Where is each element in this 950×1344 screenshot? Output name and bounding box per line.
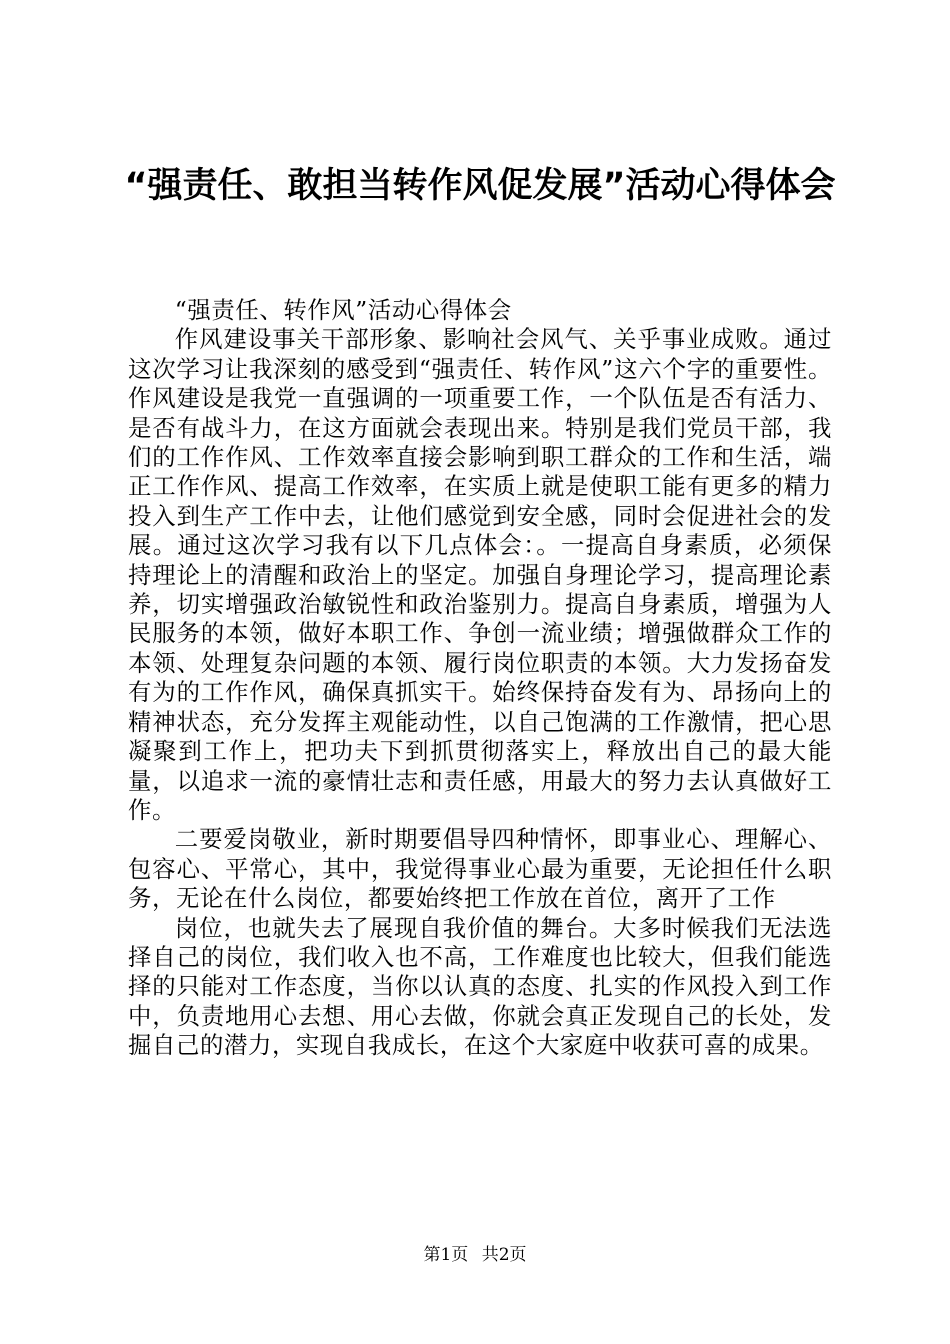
body-paragraph-3: 岗位，也就失去了展现自我价值的舞台。大多时候我们无法选择自己的岗位，我们收入也不高，工作难度也比较大，但我们能选择的只能对工作态度，当你以认真的态度、扎实的作风投入到工作中，负责地用心去想、用心去做，你就会真正发现自己的长处，发掘自己的潜力，实现自我成长，在这个大家庭中收获可喜的成果。 — [128, 913, 832, 1060]
subtitle-paragraph: “强责任、转作风”活动心得体会 — [174, 296, 512, 324]
body-paragraph-1: 作风建设事关干部形象、影响社会风气、关乎事业成败。通过这次学习让我深刻的感受到“强责任、转作风”这六个字的重要性。作风建设是我党一直强调的一项重要工作，一个队伍是否有活力、是否有战斗力，在这方面就会表现出来。特别是我们党员干部，我们的工作作风、工作效率直接会影响到职工群众的工作和生活，端正工作作风、提高工作效率，在实质上就是使职工能有更多的精力投入到生产工作中去，让他们感觉到安全感，同时会促进社会的发展。通过这次学习我有以下几点体会：。一提高自身素质，必须保持理论上的清醒和政治上的坚定。加强自身理论学习，提高理论素养，切实增强政治敏锐性和政治鉴别力。提高自身素质，增强为人民服务的本领，做好本职工作、争创一流业绩；增强做群众工作的本领、处理复杂问题的本领、履行岗位职责的本领。大力发扬奋发有为的工作作风，确保真抓实干。始终保持奋发有为、昂扬向上的精神状态，充分发挥主观能动性，以自己饱满的工作激情，把心思凝聚到工作上，把功夫下到抓贯彻落实上，释放出自己的最大能量，以追求一流的豪情壮志和责任感，用最大的努力去认真做好工作。 — [128, 325, 832, 824]
page-number: 第1页 — [423, 1245, 469, 1265]
page-footer — [0, 1244, 950, 1266]
page-total: 共2页 — [481, 1245, 527, 1265]
body-paragraph-2: 二要爱岗敬业，新时期要倡导四种情怀，即事业心、理解心、包容心、平常心，其中，我觉得事业心最为重要，无论担任什么职务，无论在什么岗位，都要始终把工作放在首位，离开了工作 — [128, 825, 832, 913]
document-title: “强责任、敢担当转作风促发展”活动心得体会 — [124, 166, 836, 206]
document-body — [128, 296, 832, 1061]
